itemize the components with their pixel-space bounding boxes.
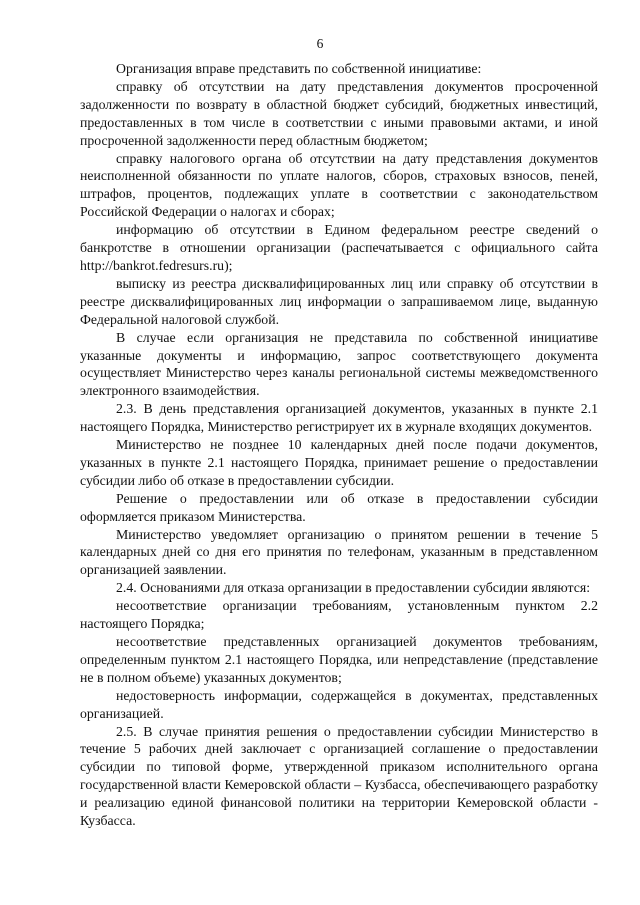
paragraph-2-4: 2.4. Основаниями для отказа организации в предоставлении субсидии являются: [116,580,591,596]
paragraph-decision-order: Решение о предоставлении или об отказе в предоставлении субсидии оформляется приказом Министерства. [80,490,598,524]
paragraph-debt-certificate: справку об отсутствии на дату представления документов просроченной задолженности по возврату в областной бюджет субсидий, бюджетных инвестиций, предоставленных в том числе в соответствии с иными правовыми актами, и иной просроченной задолженности перед областным бюджетом; [80,78,598,148]
page-number: 6 [316,36,324,51]
paragraph-tax-certificate: справку налогового органа об отсутствии на дату представления документов неисполненной обязанности по уплате налогов, сборов, страховых взносов, пеней, штрафов, процентов, подлежащих уплате в соответствии с законодательством Российской Федерации о налогах и сборах; [80,150,598,220]
paragraph-intro: Организация вправе представить по собственной инициативе: [116,61,482,76]
document-body [80,60,598,830]
paragraph-refusal-reason-2: несоответствие представленных организацией документов требованиям, определенным пунктом 2.1 настоящего Порядка, или непредставление (представление не в полном объеме) указанных документов; [80,634,598,685]
paragraph-refusal-reason-1: несоответствие организации требованиям, установленным пунктом 2.2 настоящего Порядка; [80,598,598,632]
paragraph-disqualified-registry: выписку из реестра дисквалифицированных лиц или справку об отсутствии в реестре дисквалифицированных лиц информации о запрашиваемом лице, выданную Федеральной налоговой службой. [80,275,598,327]
paragraph-2-5: 2.5. В случае принятия решения о предоставлении субсидии Министерство в течение 5 рабочих дней заключает с организацией соглашение о предоставлении субсидии по типовой форме, утвержденной приказом исполнительного органа государственной власти Кемеровской области – Кузбасса, обеспечивающего разработку и реализацию единой финансовой политики на территории Кемеровской области - Кузбасса. [80,723,598,829]
paragraph-bankruptcy-info: информацию об отсутствии в Едином федеральном реестре сведений о банкротстве в отношении организации (распечатывается с официального сайта http://bankrot.fedresurs.ru); [80,222,598,273]
paragraph-2-3: 2.3. В день представления организацией документов, указанных в пункте 2.1 настоящего Порядка, Министерство регистрирует их в журнале входящих документов. [80,401,598,435]
paragraph-refusal-reason-3: недостоверность информации, содержащейся в документах, представленных организацией. [80,687,598,721]
paragraph-interagency-request: В случае если организация не представила по собственной инициативе указанные документы и информацию, запрос соответствующего документа осуществляет Министерство через каналы региональной системы межведомственного электронного взаимодействия. [80,329,598,399]
paragraph-notification: Министерство уведомляет организацию о принятом решении в течение 5 календарных дней со дня его принятия по телефонам, указанным в представленном организацией заявлении. [80,526,598,578]
paragraph-decision-deadline: Министерство не позднее 10 календарных дней после подачи документов, указанных в пункте 2.1 настоящего Порядка, принимает решение о предоставлении субсидии либо об отказе в предоставлении субсидии. [80,437,598,488]
